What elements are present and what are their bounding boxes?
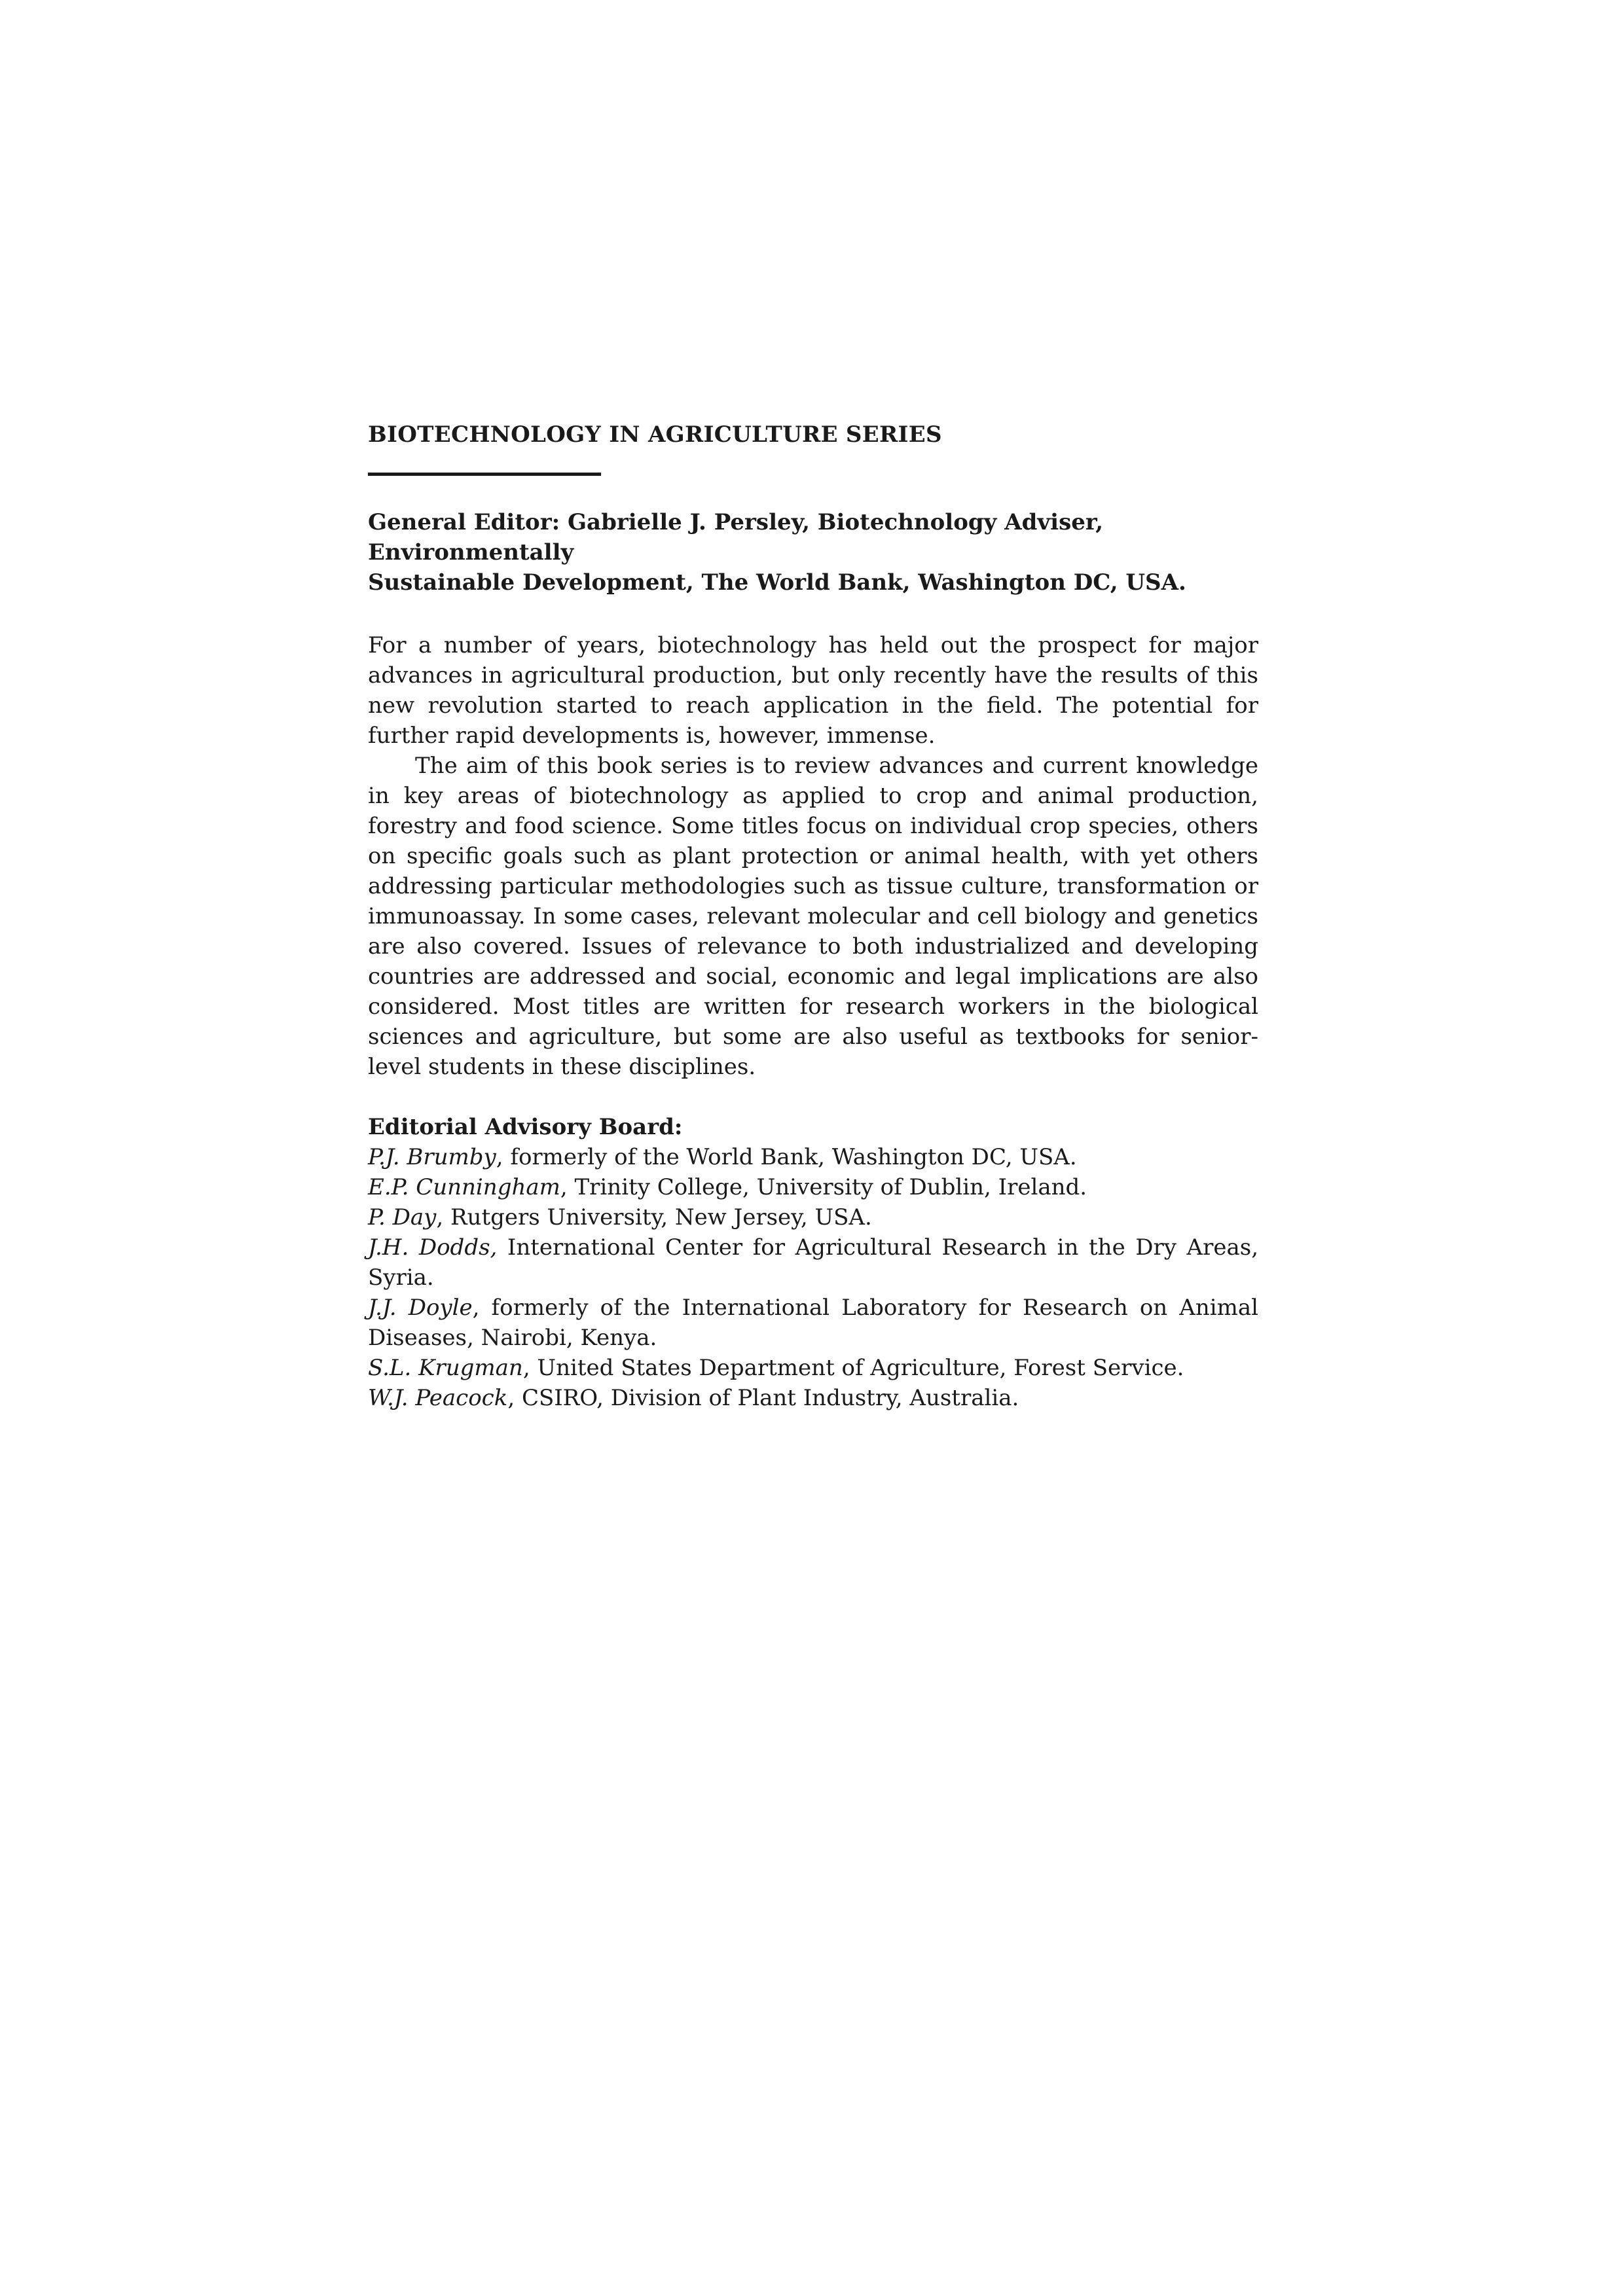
intro-paragraph-2: The aim of this book series is to review advances and current knowledge in key areas of biotechnology as applied to crop and animal production, forestry and food science. Some titles focus on individual crop species, others on specific goals such as plant protection or animal health, with yet others addressing particular methodologies such as tissue culture, transformation or immunoassay. In some cases, relevant molecular and cell biology and genetics are also covered. Issues of relevance to both industrialized and developing countries are addressed and social, economic and legal implications are also considered. Most titles are written for research workers in the biological sciences and agriculture, but some are also useful as textbooks for senior-level students in these disciplines. xyxy=(368,753,1258,1080)
member-affiliation: International Center for Agricultural Research in the Dry Areas, Syria. xyxy=(368,1234,1259,1291)
general-editor-line-1: General Editor: Gabrielle J. Persley, Biotechnology Adviser, Environmentally xyxy=(368,509,1104,565)
intro-paragraph-1: For a number of years, biotechnology has held out the prospect for major advances in agricultural production, but only recently have the results of this new revolution started to reach application in the field. The potential for further rapid developments is, however, immense. xyxy=(368,632,1258,749)
editorial-advisory-board xyxy=(368,1112,1258,1413)
general-editor xyxy=(368,507,1258,598)
member-name: W.J. Peacock xyxy=(368,1385,508,1411)
member-affiliation: , United States Department of Agriculture, Forest Service. xyxy=(522,1355,1184,1381)
member-affiliation: , CSIRO, Division of Plant Industry, Australia. xyxy=(507,1385,1019,1411)
title-rule xyxy=(368,473,601,476)
series-page xyxy=(368,419,1258,1413)
board-member xyxy=(368,1383,1258,1413)
member-name: E.P. Cunningham xyxy=(368,1174,560,1200)
series-description xyxy=(368,630,1258,1082)
member-name: J.J. Doyle xyxy=(368,1295,473,1321)
board-heading: Editorial Advisory Board: xyxy=(368,1114,683,1140)
member-name: J.H. Dodds, xyxy=(368,1234,498,1261)
member-affiliation: , formerly of the International Laboratory for Research on Animal Diseases, Nairobi, Kenya. xyxy=(368,1295,1259,1351)
member-name: P. Day xyxy=(368,1204,437,1230)
board-member xyxy=(368,1232,1258,1293)
board-member xyxy=(368,1353,1258,1383)
series-title: BIOTECHNOLOGY IN AGRICULTURE SERIES xyxy=(368,422,942,448)
member-name: S.L. Krugman xyxy=(368,1355,523,1381)
member-affiliation: , formerly of the World Bank, Washington DC, USA. xyxy=(496,1144,1077,1170)
member-name: P.J. Brumby xyxy=(368,1144,496,1170)
board-member xyxy=(368,1142,1258,1172)
general-editor-line-2: Sustainable Development, The World Bank, Washington DC, USA. xyxy=(368,569,1186,596)
member-affiliation: , Trinity College, University of Dublin, Ireland. xyxy=(560,1174,1087,1200)
member-affiliation: , Rutgers University, New Jersey, USA. xyxy=(436,1204,872,1230)
board-member xyxy=(368,1202,1258,1232)
board-member xyxy=(368,1293,1258,1353)
board-member xyxy=(368,1172,1258,1202)
